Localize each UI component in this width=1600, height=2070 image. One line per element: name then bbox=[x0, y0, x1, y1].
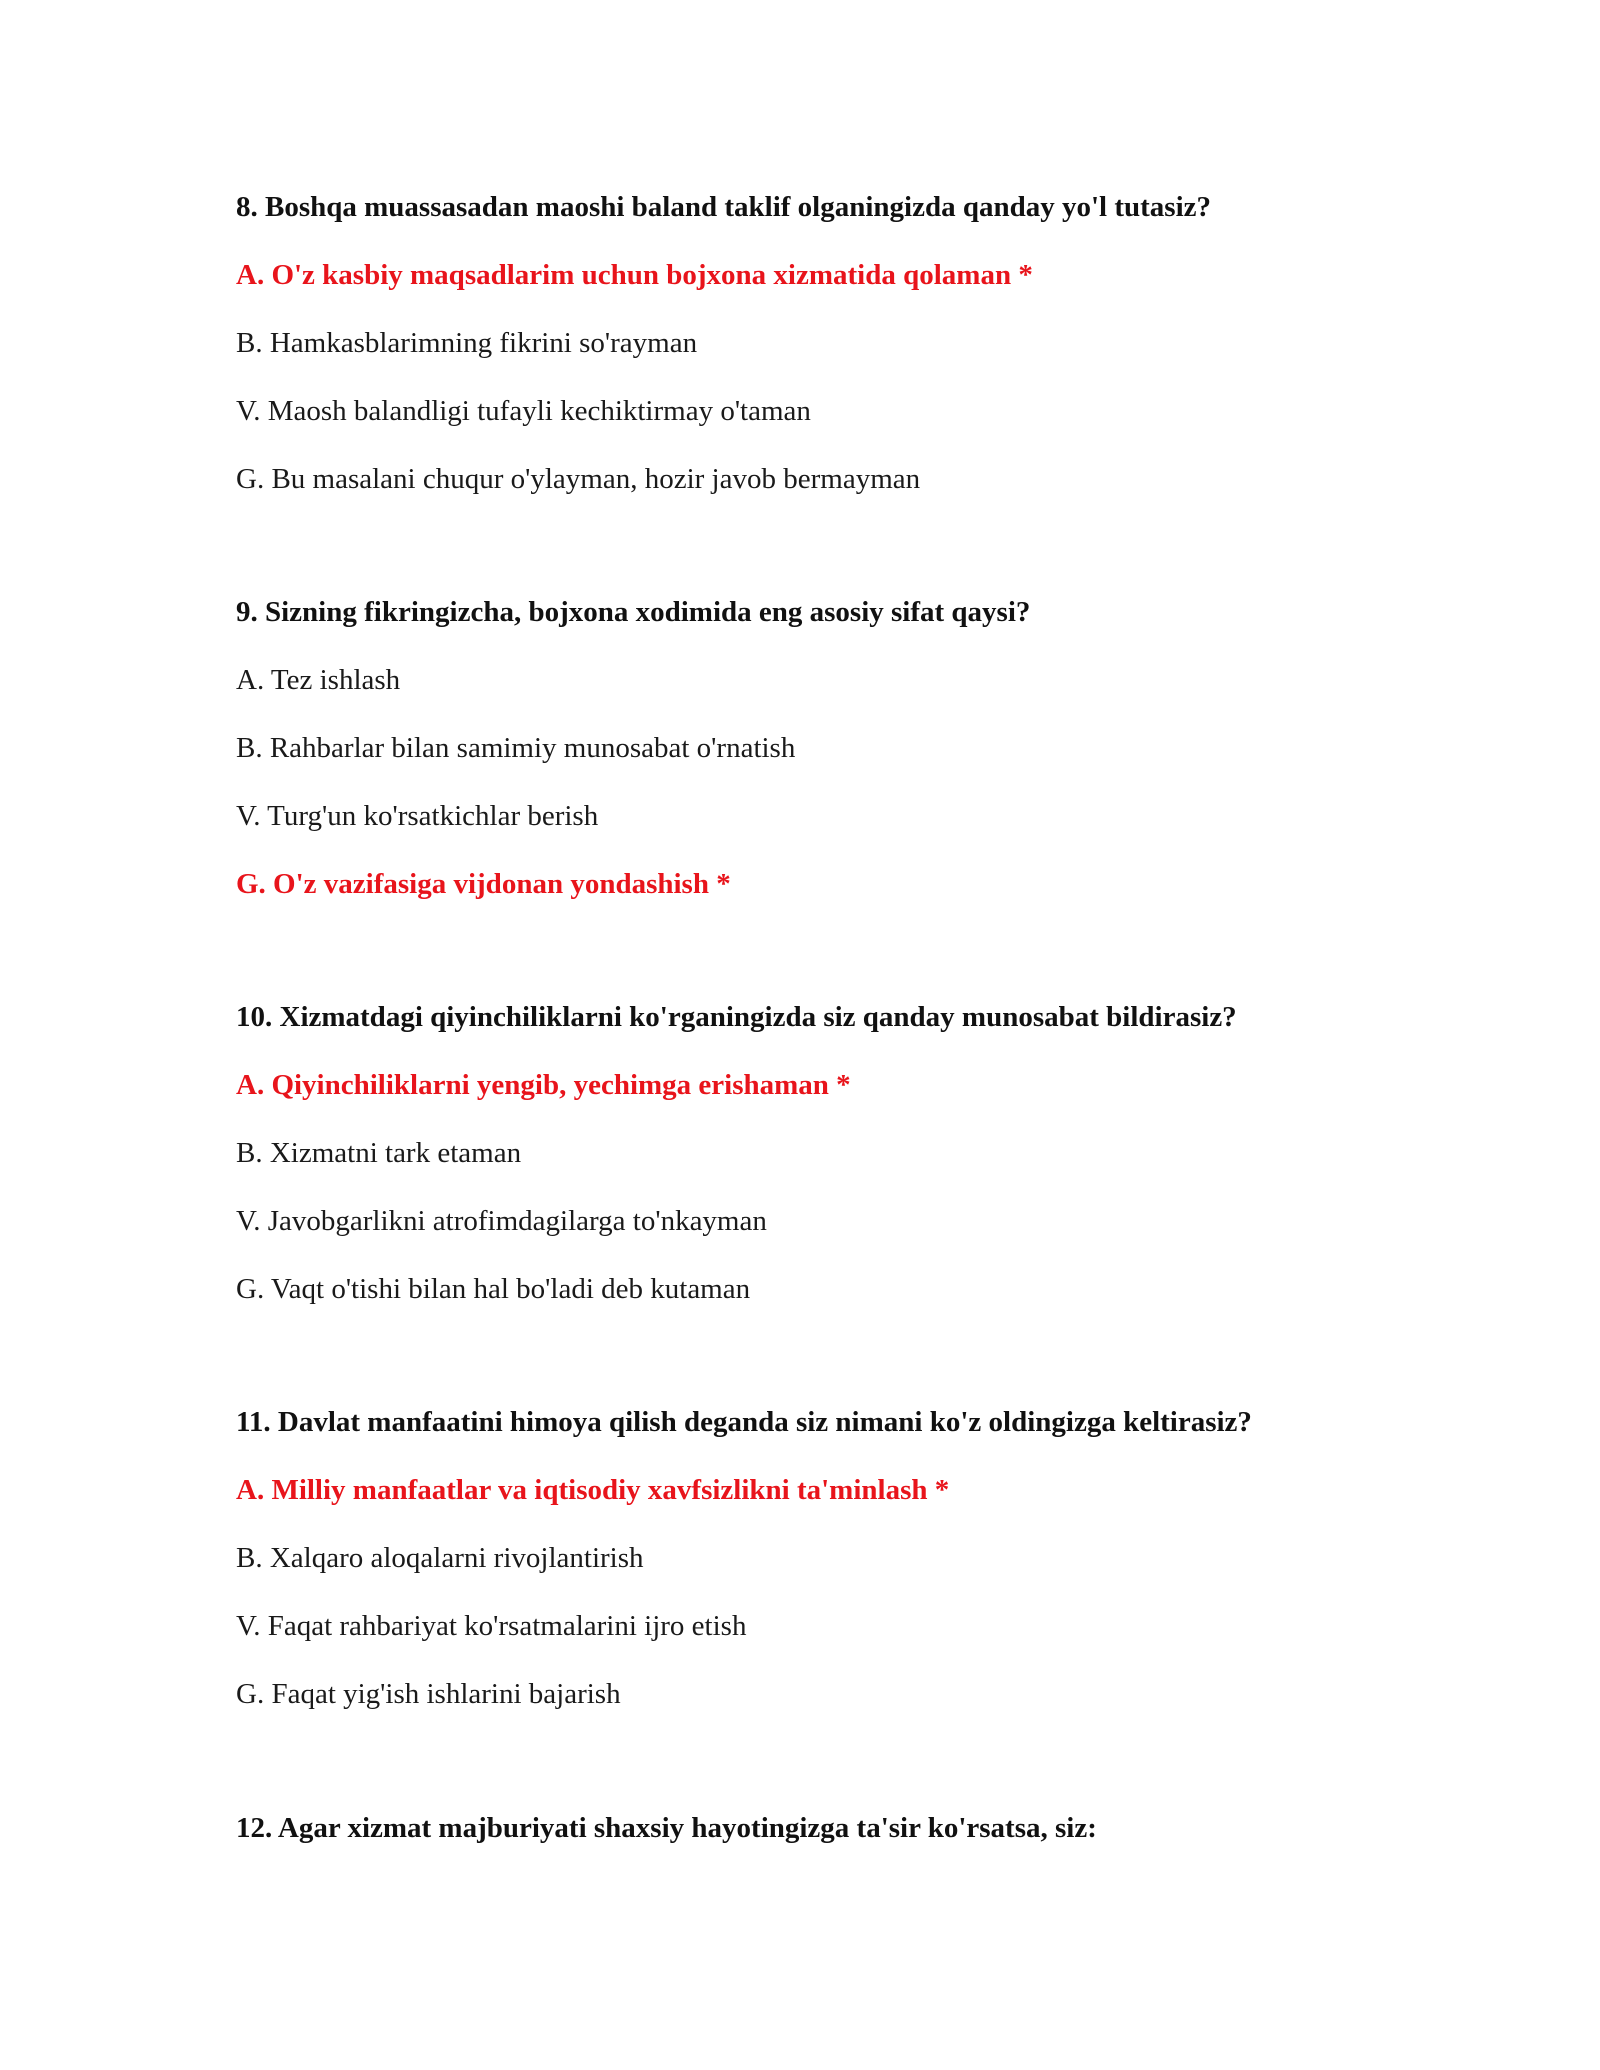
option-v: V. Faqat rahbariyat ko'rsatmalarini ijro etish bbox=[236, 1610, 747, 1642]
option-a-correct: A. Milliy manfaatlar va iqtisodiy xavfsizlikni ta'minlash * bbox=[236, 1474, 950, 1506]
question-text: 9. Sizning fikringizcha, bojxona xodimida eng asosiy sifat qaysi? bbox=[236, 596, 1031, 628]
option-g-correct: G. O'z vazifasiga vijdonan yondashish * bbox=[236, 868, 731, 900]
question-block-9 bbox=[236, 594, 1416, 934]
option-b: B. Xalqaro aloqalarni rivojlantirish bbox=[236, 1542, 644, 1574]
option-v: V. Maosh balandligi tufayli kechiktirmay o'taman bbox=[236, 395, 811, 427]
option-a-correct: A. O'z kasbiy maqsadlarim uchun bojxona xizmatida qolaman * bbox=[236, 259, 1033, 291]
question-block-10 bbox=[236, 999, 1416, 1339]
question-text: 11. Davlat manfaatini himoya qilish deganda siz nimani ko'z oldingizga keltirasiz? bbox=[236, 1406, 1252, 1438]
option-g: G. Faqat yig'ish ishlarini bajarish bbox=[236, 1678, 621, 1710]
question-text: 8. Boshqa muassasadan maoshi baland taklif olganingizda qanday yo'l tutasiz? bbox=[236, 191, 1211, 223]
option-b: B. Rahbarlar bilan samimiy munosabat o'rnatish bbox=[236, 732, 796, 764]
question-block-8 bbox=[236, 189, 1416, 529]
option-g: G. Vaqt o'tishi bilan hal bo'ladi deb kutaman bbox=[236, 1273, 751, 1305]
option-g: G. Bu masalani chuqur o'ylayman, hozir javob bermayman bbox=[236, 463, 921, 495]
question-text: 12. Agar xizmat majburiyati shaxsiy hayotingizga ta'sir ko'rsatsa, siz: bbox=[236, 1812, 1097, 1844]
option-a-correct: A. Qiyinchiliklarni yengib, yechimga erishaman * bbox=[236, 1069, 851, 1101]
option-b: B. Xizmatni tark etaman bbox=[236, 1137, 522, 1169]
option-v: V. Turg'un ko'rsatkichlar berish bbox=[236, 800, 599, 832]
option-a: A. Tez ishlash bbox=[236, 664, 401, 696]
option-v: V. Javobgarlikni atrofimdagilarga to'nkayman bbox=[236, 1205, 767, 1237]
option-b: B. Hamkasblarimning fikrini so'rayman bbox=[236, 327, 698, 359]
question-text: 10. Xizmatdagi qiyinchiliklarni ko'rganingizda siz qanday munosabat bildirasiz? bbox=[236, 1001, 1237, 1033]
question-block-11 bbox=[236, 1404, 1416, 1744]
question-block-12 bbox=[236, 1810, 1416, 1878]
